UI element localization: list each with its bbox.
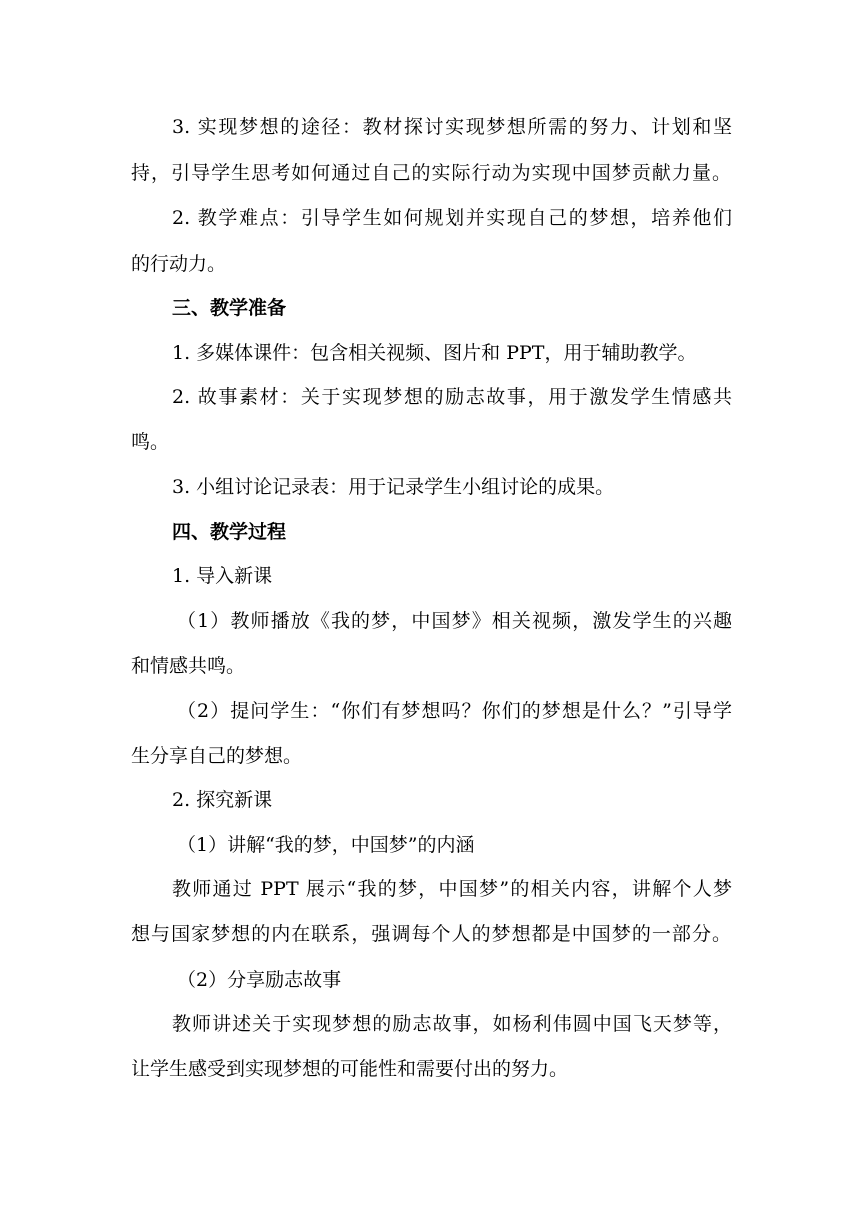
- paragraph-line: 1. 多媒体课件：包含相关视频、图片和 PPT，用于辅助教学。: [172, 342, 697, 364]
- paragraph-line: 教师讲述关于实现梦想的励志故事，如杨利伟圆中国飞天梦等，: [172, 1013, 732, 1035]
- paragraph-line: 2. 故事素材：关于实现梦想的励志故事，用于激发学生情感共: [172, 386, 732, 408]
- paragraph-line: 鸣。: [131, 431, 170, 453]
- paragraph-line: 和情感共鸣。: [131, 655, 246, 677]
- paragraph-line: 2. 教学难点：引导学生如何规划并实现自己的梦想，培养他们: [172, 207, 732, 229]
- paragraph-line: 3. 实现梦想的途径：教材探讨实现梦想所需的努力、计划和坚: [172, 116, 732, 138]
- paragraph-line: 2. 探究新课: [172, 789, 273, 811]
- paragraph-line: （2）提问学生：“你们有梦想吗？你们的梦想是什么？”引导学: [177, 700, 732, 722]
- paragraph-line: 持，引导学生思考如何通过自己的实际行动为实现中国梦贡献力量。: [131, 162, 731, 184]
- paragraph-line: （2）分享励志故事: [177, 969, 342, 991]
- paragraph-line: 3. 小组讨论记录表：用于记录学生小组讨论的成果。: [172, 476, 615, 498]
- paragraph-line: 让学生感受到实现梦想的可能性和需要付出的努力。: [131, 1058, 569, 1080]
- paragraph-line: 想与国家梦想的内在联系，强调每个人的梦想都是中国梦的一部分。: [131, 923, 731, 945]
- section-heading: 四、教学过程: [172, 521, 287, 543]
- paragraph-line: 1. 导入新课: [172, 565, 273, 587]
- paragraph-line: 的行动力。: [131, 253, 227, 275]
- paragraph-line: （1）教师播放《我的梦，中国梦》相关视频，激发学生的兴趣: [177, 610, 732, 632]
- paragraph-line: 教师通过 PPT 展示“我的梦，中国梦”的相关内容，讲解个人梦: [172, 878, 732, 900]
- section-heading: 三、教学准备: [172, 297, 287, 319]
- paragraph-line: 生分享自己的梦想。: [131, 745, 303, 767]
- paragraph-line: （1）讲解“我的梦，中国梦”的内涵: [177, 834, 475, 856]
